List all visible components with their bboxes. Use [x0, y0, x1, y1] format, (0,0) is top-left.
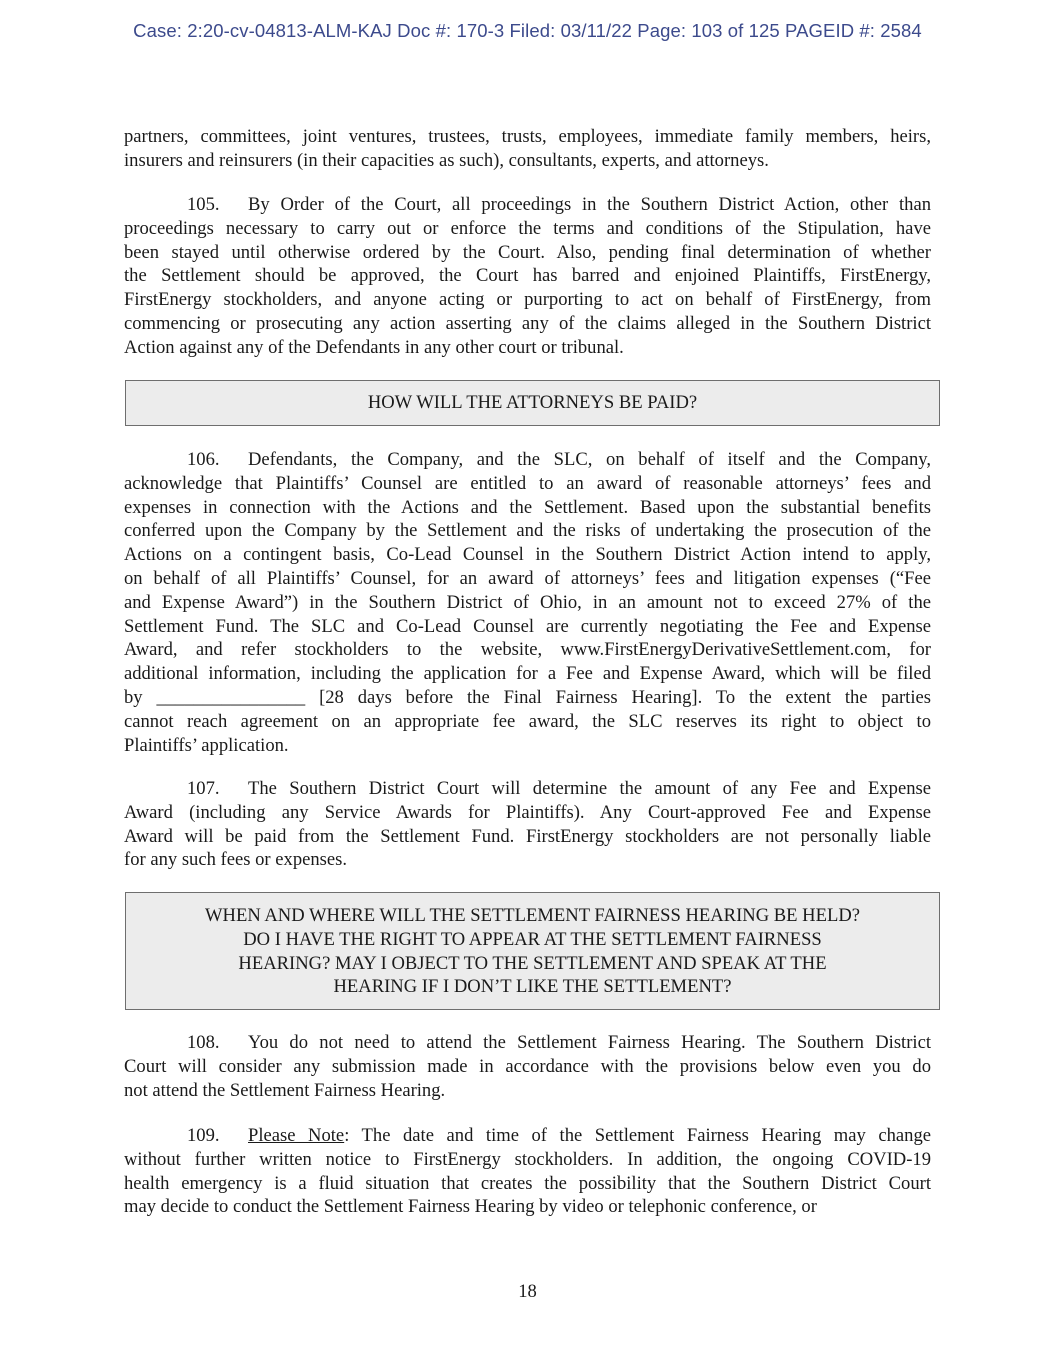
text-line: commencing or prosecuting any action asserting any of the claims alleged in the Southern District	[124, 312, 931, 334]
paragraph-number: 106.	[187, 449, 220, 470]
heading-line: DO I HAVE THE RIGHT TO APPEAR AT THE SETTLEMENT FAIRNESS	[243, 928, 822, 950]
heading-line: HEARING? MAY I OBJECT TO THE SETTLEMENT AND SPEAK AT THE	[238, 952, 827, 974]
text-line-rest: By Order of the Court, all proceedings in the Southern District Action, other than	[248, 194, 931, 215]
text-line: Award, and refer stockholders to the website, www.FirstEnergyDerivativeSettlement.com, for	[124, 639, 931, 661]
text-line: acknowledge that Plaintiffs’ Counsel are entitled to an award of reasonable attorneys’ fees and	[124, 472, 931, 494]
heading-line: HOW WILL THE ATTORNEYS BE PAID?	[367, 392, 698, 413]
underlined-lead: Please Note	[248, 1125, 345, 1146]
paragraph-107	[124, 777, 931, 872]
text-line	[124, 1031, 931, 1055]
paragraph-105	[124, 193, 931, 360]
text-line: by ________________ [28 days before the Final Fairness Hearing]. To the extent the parties	[124, 686, 931, 708]
paragraph-number: 105.	[187, 194, 220, 215]
page-number: 18	[518, 1281, 537, 1302]
text-line: additional information, including the application for a Fee and Expense Award, which will be filed	[124, 663, 931, 685]
text-line-rest: You do not need to attend the Settlement Fairness Hearing. The Southern District	[248, 1032, 931, 1053]
heading-line: HEARING IF I DON’T LIKE THE SETTLEMENT?	[333, 976, 732, 998]
text-line: partners, committees, joint ventures, trustees, trusts, employees, immediate family members, heirs,	[124, 126, 931, 147]
text-line: insurers and reinsurers (in their capacities as such), consultants, experts, and attorneys.	[124, 149, 769, 171]
text-line-content	[248, 193, 931, 217]
text-line-rest: : The date and time of the Settlement Fairness Hearing may change	[344, 1125, 931, 1146]
text-line: on behalf of all Plaintiffs’ Counsel, for an award of attorneys’ fees and litigation expenses (“Fee	[124, 567, 931, 589]
text-line: not attend the Settlement Fairness Hearing.	[124, 1079, 446, 1101]
text-line: Court will consider any submission made in accordance with the provisions below even you do	[124, 1055, 931, 1077]
paragraph-106	[124, 448, 931, 757]
text-line	[124, 193, 931, 217]
heading-line: WHEN AND WHERE WILL THE SETTLEMENT FAIRNESS HEARING BE HELD?	[204, 905, 861, 926]
text-line: conferred upon the Company by the Settlement and the risks of undertaking the prosecution of the	[124, 520, 931, 542]
text-line: the Settlement should be approved, the Court has barred and enjoined Plaintiffs, FirstEnergy,	[124, 265, 931, 287]
text-line: proceedings necessary to carry out or enforce the terms and conditions of the Stipulation, have	[124, 217, 931, 239]
text-line: expenses in connection with the Actions and the Settlement. Based upon the substantial benefits	[124, 496, 931, 518]
text-line: been stayed until otherwise ordered by the Court. Also, pending final determination of whether	[124, 241, 931, 263]
paragraph-number: 107.	[187, 778, 220, 799]
text-line: Actions on a contingent basis, Co-Lead Counsel in the Southern District Action intend to apply,	[124, 544, 931, 566]
text-line: Award will be paid from the Settlement Fund. FirstEnergy stockholders are not personally liable	[124, 825, 931, 847]
text-line: without further written notice to FirstEnergy stockholders. In addition, the ongoing COVID-19	[124, 1148, 931, 1170]
text-line: Plaintiffs’ application.	[124, 734, 289, 756]
text-line: Award (including any Service Awards for Plaintiffs). Any Court-approved Fee and Expense	[124, 801, 931, 823]
text-line: health emergency is a fluid situation that creates the possibility that the Southern District Court	[124, 1172, 931, 1194]
paragraph-109	[124, 1124, 931, 1219]
text-line-content	[248, 1124, 931, 1148]
text-line: for any such fees or expenses.	[124, 849, 348, 871]
continuation-paragraph	[124, 125, 931, 173]
text-line: may decide to conduct the Settlement Fairness Hearing by video or telephonic conference, or	[124, 1196, 817, 1218]
text-line: and Expense Award”) in the Southern District of Ohio, in an amount not to exceed 27% of the	[124, 591, 931, 613]
section-heading-attorneys-paid	[125, 380, 940, 426]
text-line: FirstEnergy stockholders, and anyone acting or purporting to act on behalf of FirstEnergy, from	[124, 289, 931, 311]
text-line-rest: Defendants, the Company, and the SLC, on behalf of itself and the Company,	[248, 449, 931, 470]
paragraph-number: 108.	[187, 1032, 220, 1053]
text-line: Action against any of the Defendants in any other court or tribunal.	[124, 336, 624, 358]
paragraph-108	[124, 1031, 931, 1102]
text-line-rest: The Southern District Court will determine the amount of any Fee and Expense	[248, 778, 931, 799]
text-line-content	[248, 448, 931, 472]
case-header: Case: 2:20-cv-04813-ALM-KAJ Doc #: 170-3 Filed: 03/11/22 Page: 103 of 125 PAGEID #: 2584	[133, 20, 922, 41]
text-line: cannot reach agreement on an appropriate fee award, the SLC reserves its right to object to	[124, 710, 931, 732]
text-line-content	[248, 777, 931, 801]
text-line: Settlement Fund. The SLC and Co-Lead Counsel are currently negotiating the Fee and Expense	[124, 615, 931, 637]
section-heading-fairness-hearing	[125, 892, 940, 1010]
text-line-content	[248, 1031, 931, 1055]
text-line	[124, 448, 931, 472]
paragraph-number: 109.	[187, 1125, 220, 1146]
text-line	[124, 777, 931, 801]
text-line	[124, 1124, 931, 1148]
